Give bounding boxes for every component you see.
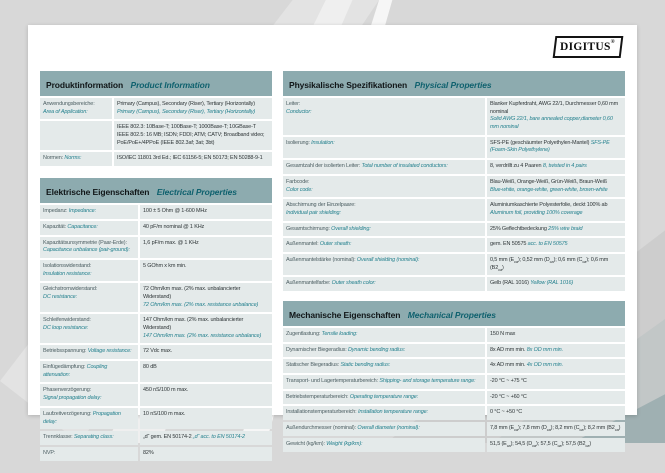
row-label: Abschirmung der Einzelpaare: Individual pair shielding: — [283, 199, 485, 220]
table-rows — [283, 328, 625, 452]
table-row — [283, 359, 625, 373]
table-row — [283, 238, 625, 252]
table-rows — [283, 98, 625, 291]
table-row — [283, 98, 625, 135]
table-title-en: Electrical Properties — [156, 187, 237, 198]
row-value: 82% — [140, 447, 272, 461]
row-label: Statischer Biegeradius: Static bending radius: — [283, 359, 485, 373]
table-title-de: Physikalische Spezifikationen — [289, 80, 408, 90]
row-value: 5 GOhm x km min. — [140, 260, 272, 281]
row-label: Kapazität: Capacitance: — [40, 221, 138, 235]
row-label: NVP: — [40, 447, 138, 461]
table-row — [40, 98, 272, 119]
row-label: Dynamischer Biegeradius: Dynamic bending radius: — [283, 344, 485, 358]
table-rows — [40, 98, 272, 166]
row-label: Einfügedämpfung: Coupling attenuation: — [40, 361, 138, 382]
table-title-en: Product Information — [130, 80, 210, 90]
row-label: Farbcode: Color code: — [283, 176, 485, 197]
table-title-de: Elektrische Eigenschaften — [46, 187, 150, 198]
row-value: gem. EN 50575 acc. to EN 50575 — [487, 238, 625, 252]
row-label: Gewicht (kg/km): Weight (kg/km): — [283, 438, 485, 452]
table-row — [283, 137, 625, 158]
row-value: 8, verdrillt zu 4 Paaren 8, twisted in 4 pairs — [487, 160, 625, 174]
row-value: 25% Geflechtbedeckung 25% wire braid — [487, 223, 625, 237]
table-row — [283, 391, 625, 405]
row-label: Normen: Norms: — [40, 152, 112, 166]
row-value: 72 Vdc max. — [140, 345, 272, 359]
table-row — [40, 361, 272, 382]
row-value: 4x AD mm min. 4x OD mm min. — [487, 359, 625, 373]
row-label: Impedanz: Impedance: — [40, 205, 138, 219]
table-title-de: Mechanische Eigenschaften — [289, 310, 401, 320]
logo-text — [560, 41, 615, 53]
row-label: Anwendungsbereiche: Area of Application: — [40, 98, 112, 119]
table-title-en: Physical Properties — [414, 80, 492, 90]
row-label: Installationstemperaturbereich: Installation temperature range: — [283, 406, 485, 420]
digitus-logo — [554, 36, 624, 58]
mechanical-properties-table — [283, 301, 625, 452]
row-value: SFS-PE (geschäumter Polyethylen-Mantel) SFS-PE (Foam-Skin Polyethylene) — [487, 137, 625, 158]
table-row — [283, 254, 625, 275]
table-row — [40, 314, 272, 343]
row-label: Außenmantelfarbe: Outer sheath color: — [283, 277, 485, 291]
table-row — [283, 199, 625, 220]
row-label — [40, 121, 112, 150]
table-row — [283, 176, 625, 197]
table-row — [40, 384, 272, 405]
table-row — [40, 221, 272, 235]
table-row — [40, 260, 272, 281]
row-label: Betriebsspannung: Voltage resistance: — [40, 345, 138, 359]
row-label: Außenmantelstärke (nominal): Overall shielding (nominal): — [283, 254, 485, 275]
row-label: Schleifenwiderstand: DC loop resistance: — [40, 314, 138, 343]
logo-frame — [553, 36, 624, 58]
row-value: 72 Ohm/km max. (2% max. unbalancierter Widerstand) 72 Ohm/km max. (2% max. resistance unbalance) — [140, 283, 272, 312]
row-label: Kapazitätsunsymmetrie (Paar-Erde): Capacitance unbalance (pair-ground): — [40, 237, 138, 258]
row-label: Zugentlastung: Tensile loading: — [283, 328, 485, 342]
row-value: 80 dB — [140, 361, 272, 382]
row-value: 7,8 mm $(E_{ca})$; 7,8 mm $(D_{ca})$; 8,2 mm $(C_{ca})$; 8,2 mm $(B2_{ca})$ — [487, 422, 625, 436]
table-row — [40, 283, 272, 312]
table-row — [40, 345, 272, 359]
row-value: IEEE 802.3: 10Base-T; 100Base-T; 1000Base-T; 10GBase-T IEEE 802.5: 16 MB; ISDN; FDDI; ATM; CATV; Broadband video; PoE/PoE+/4PPoE (IEEE 802.3af; 3at; 3bt) — [114, 121, 272, 150]
table-title-de: Produktinformation — [46, 80, 124, 90]
registered-trademark-symbol: ® — [611, 39, 616, 45]
left-column — [40, 71, 272, 473]
row-value: -20 °C ~ +60 °C — [487, 391, 625, 405]
table-row — [40, 447, 272, 461]
row-value: 0,5 mm $(E_{ca})$; 0,52 mm $(D_{ca})$; 0,6 mm $(C_{ca})$; 0,6 mm $(B2_{ca})$ — [487, 254, 625, 275]
datasheet-card — [28, 25, 637, 456]
row-value: 10 nS/100 m max. — [140, 408, 272, 429]
table-row — [283, 406, 625, 420]
product-information-table — [40, 71, 272, 166]
row-value: 1,6 pF/m max. @ 1 KHz — [140, 237, 272, 258]
row-label: Leiter: Conductor: — [283, 98, 485, 135]
row-label: Gleichstromwiderstand: DC resistance: — [40, 283, 138, 312]
row-label: Isolierung: Insulation: — [283, 137, 485, 158]
right-column — [283, 71, 625, 464]
row-value: 150 N max — [487, 328, 625, 342]
table-row — [283, 422, 625, 436]
row-value: 51,5 $(E_{ca})$; 54,5 $(D_{ca})$; 57,5 $(C_{ca})$; 57,5 $(B2_{ca})$ — [487, 438, 625, 452]
electrical-properties-table — [40, 178, 272, 460]
row-label: Laufzeitverzögerung: Propagation delay: — [40, 408, 138, 429]
logo-wordmark: DIGITUS — [560, 41, 612, 53]
row-value: 450 nS/100 m max. — [140, 384, 272, 405]
table-row — [283, 328, 625, 342]
row-value: Blanker Kupferdraht, AWG 22/1, Durchmesser 0,60 mm nominal Solid AWG 22/1, bare annealed copper,diameter 0,60 mm nominal — [487, 98, 625, 135]
table-header — [40, 178, 272, 203]
row-label: Phasenverzögerung: Signal propagation delay: — [40, 384, 138, 405]
table-row — [40, 408, 272, 429]
table-row — [283, 160, 625, 174]
table-header — [283, 71, 625, 96]
table-header — [40, 71, 272, 96]
row-value: Blau-Weiß, Orange-Weiß, Grün-Weiß, Braun-Weiß Blue-white, orange-white, green-white, brown-white — [487, 176, 625, 197]
table-header — [283, 301, 625, 326]
row-value: 100 ± 5 Ohm @ 1-600 MHz — [140, 205, 272, 219]
row-value: Primary (Campus), Secondary (Riser), Tertiary (Horizontally) Primary (Campus), Secondary (Riser), Tertiary (Horizontally) — [114, 98, 272, 119]
table-row — [283, 438, 625, 452]
table-row — [283, 375, 625, 389]
row-value: 8x AD mm min. 8x OD mm min. — [487, 344, 625, 358]
row-label: Isolationswiderstand: Insulation resistance: — [40, 260, 138, 281]
table-row — [283, 223, 625, 237]
row-value: -20 °C ~ +75 °C — [487, 375, 625, 389]
physical-properties-table — [283, 71, 625, 291]
table-row — [40, 237, 272, 258]
row-label: Gesamtzahl der isolierten Leiter: Total number of insulated conductors: — [283, 160, 485, 174]
row-label: Außenmantel: Outer sheath: — [283, 238, 485, 252]
row-label: Außendurchmesser (nominal): Overall diameter (nominal): — [283, 422, 485, 436]
row-label: Trennklasse: Separating class: — [40, 431, 138, 445]
row-value: Aluminiumkaschierte Polyesterfolie, deckt 100% ab Aluminum foil, providing 100% coverage — [487, 199, 625, 220]
table-title-en: Mechanical Properties — [407, 310, 496, 320]
table-rows — [40, 205, 272, 460]
row-label: Transport- und Lagertemperaturbereich: Shipping- and storage temperature range: — [283, 375, 485, 389]
row-label: Gesamtschirmung: Overall shielding: — [283, 223, 485, 237]
table-row — [40, 121, 272, 150]
row-value: 0 °C ~ +50 °C — [487, 406, 625, 420]
row-value: 40 pF/m nominal @ 1 KHz — [140, 221, 272, 235]
table-row — [283, 277, 625, 291]
row-value: Gelb (RAL 1016) Yellow (RAL 1016) — [487, 277, 625, 291]
table-row — [40, 205, 272, 219]
table-row — [40, 152, 272, 166]
row-value: ISO/IEC 11801 3rd Ed.; IEC 61156-5; EN 50173; EN 50288-9-1 — [114, 152, 272, 166]
row-label: Betriebstemperaturbereich: Operating temperature range: — [283, 391, 485, 405]
row-value: 147 Ohm/km max. (2% max. unbalancierter Widerstand) 147 Ohm/km max. (2% max. resistance unbalance) — [140, 314, 272, 343]
row-value: „d“ gem. EN 50174-2 „d“ acc. to EN 50174-2 — [140, 431, 272, 445]
table-row — [283, 344, 625, 358]
